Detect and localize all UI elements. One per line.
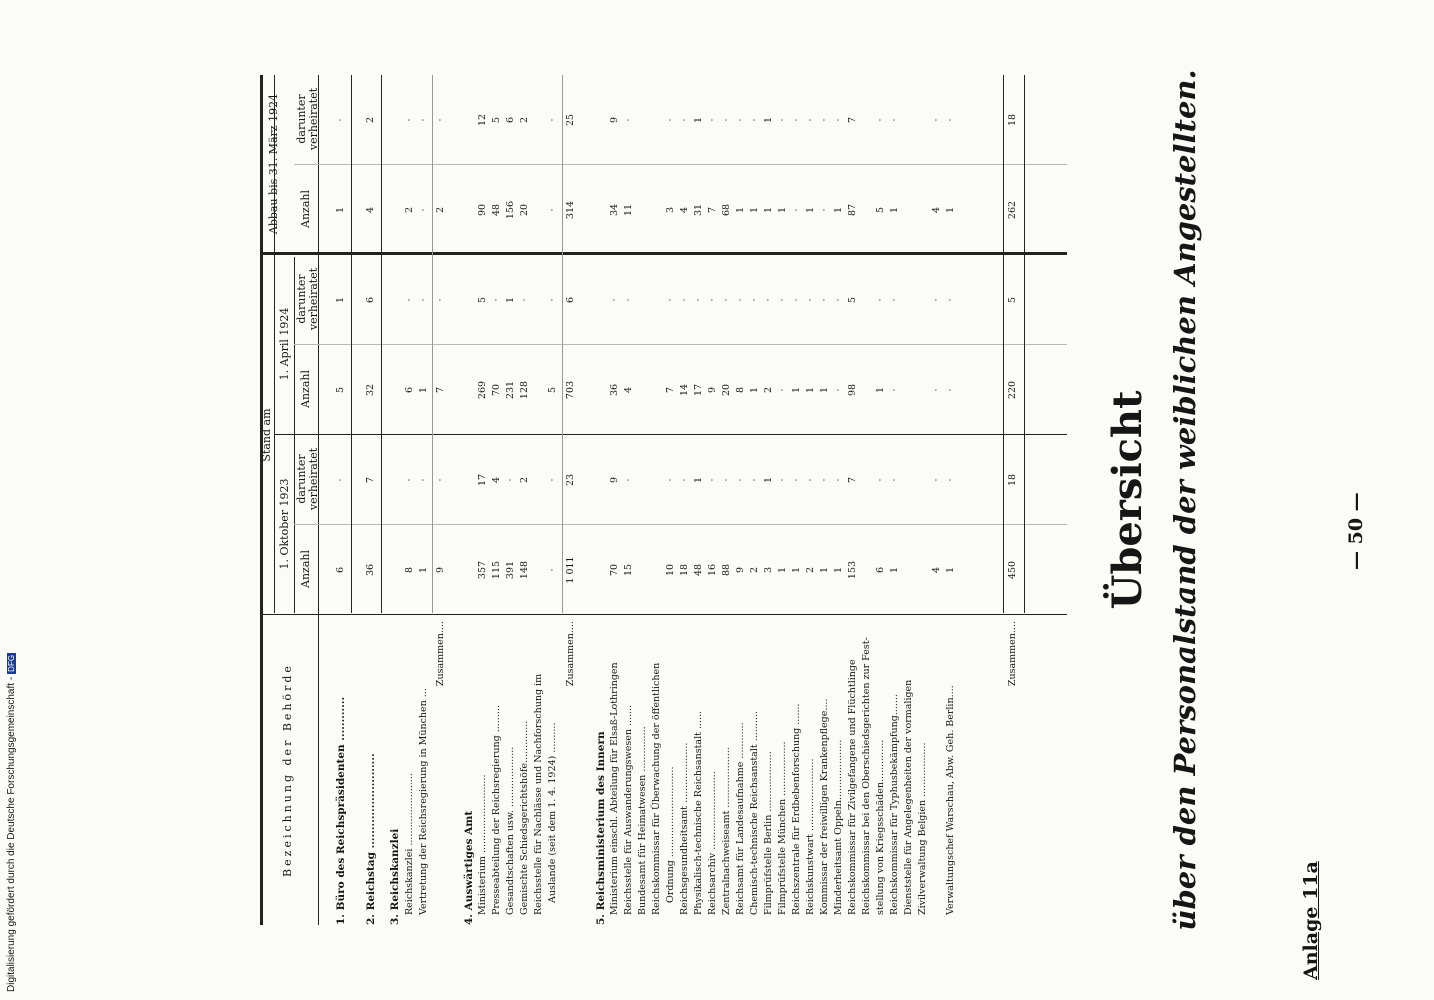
table-row: Zusammen.... 1 011 23 703 6 314 25: [565, 113, 576, 687]
table-row: 3. Reichskanzlei: [389, 828, 401, 925]
table-row: Vertretung der Reichsregierung in München ... 1 · 1 · · ·: [418, 118, 429, 915]
header-date-2: 1. April 1924: [278, 307, 291, 381]
digitization-credit: Digitalisierung gefördert durch die Deutsche Forschungsgemeinschaft -DFG: [6, 654, 17, 992]
table-row: Reichsarchiv .......................... 16 · 9 · 7 ·: [707, 118, 718, 915]
header-designation: Bezeichnung der Behörde: [281, 663, 294, 877]
table-row: Zentralnachweiseamt .................... 88 · 20 · 68 ·: [721, 118, 732, 915]
table-row: Reichszentrale für Erdbebenforschung ....... 1 · 1 · · ·: [791, 118, 802, 915]
header-reduction: Abbau bis 31. März 1924: [267, 93, 280, 235]
table-row: 1. Büro des Reichspräsidenten ............ 6 · 5 1 1 ·: [335, 118, 347, 925]
table-row: Gesandtschaften usw. .................... 391 · 231 1 156 6: [505, 116, 516, 915]
table-row: Gemischte Schiedsgerichtshöfe.............. 148 2 128 · 20 2: [519, 116, 530, 915]
table-row: [972, 75, 986, 925]
table-row: Reichsgesundheitsamt .................... 18 · 14 · 4 ·: [679, 118, 690, 915]
table-row: Reichskommissar bei den Oberschiedsgerichten zur Fest-: [861, 637, 872, 915]
table-row: Zivilverwaltung Belgien ..................: [917, 742, 928, 915]
header-married-3: darunter verheiratet: [295, 87, 320, 151]
header-date-1: 1. Oktober 1923: [278, 478, 291, 570]
table-row: [958, 75, 972, 925]
table-row: Chemisch-technische Reichsanstalt .......... 2 · 1 · 1 ·: [749, 118, 760, 915]
header-married-1: darunter verheiratet: [295, 447, 320, 511]
subtotal-rule: [351, 75, 352, 613]
subtotal-rule: [432, 75, 433, 613]
table-row: Reichsamt für Landesaufnahme ............ 9 · 8 · 1 ·: [735, 118, 746, 915]
dfg-logo: DFG: [7, 654, 16, 672]
table-row: Reichskommissar für Überwachung der öffentlichen: [651, 662, 662, 915]
table-row: Dienststelle für Angelegenheiten der vormaligen: [903, 679, 914, 915]
page-title: Übersicht: [1104, 390, 1151, 610]
table-row: Reichskommissar für Zivilgefangene und Flüchtlinge 153 7 98 5 87 7: [847, 116, 858, 915]
header-stand-am: Stand am: [260, 408, 273, 462]
table-row: Zusammen.... 9 · 7 · 2 ·: [435, 118, 446, 687]
table-row: 4 · · · 4 ·: [931, 118, 942, 574]
table-row: stellung von Kriegsschäden.............. 6 · 1 · 5 ·: [875, 118, 886, 915]
header-anzahl-1: Anzahl: [299, 550, 312, 588]
total-rule: [1003, 75, 1004, 613]
table-row: Ministerium einschl. Abteilung für Elsaß-Lothringen 70 9 36 · 34 9: [609, 116, 620, 915]
table-row: Filmprüfstelle München .................. 1 · · · 1 ·: [777, 118, 788, 915]
table-row: Reichskunstwart ........................ 2 · 1 · 1 ·: [805, 118, 816, 915]
personnel-table: [260, 75, 1067, 925]
table-row: Ministerium .......................... 357 17 269 5 90 12: [477, 113, 488, 915]
table-row: Kommissar der freiwilligen Krankenpflege.... 1 · 1 · · ·: [819, 118, 830, 915]
table-row: Physikalisch-technische Reichsanstalt ...... 48 1 17 · 31 1: [693, 116, 704, 915]
page-number: — 50 —: [1345, 492, 1367, 570]
subtotal-rule: [562, 75, 563, 613]
table-row: Ordnung .............................. 10 · 7 · 3 ·: [665, 118, 676, 903]
header-anzahl-3: Anzahl: [299, 190, 312, 228]
table-row: Minderheitsamt Oppeln.................... 1 · · · 1 ·: [833, 118, 844, 915]
table-row: Bundesamt für Heimatwesen ...............: [637, 726, 648, 915]
table-row: Reichsstelle für Auswanderungswesen ....... 15 · 4 · 11 ·: [623, 118, 634, 915]
table-row: Auslande (seit dem 1. 4. 1924) .......... · · 5 · · ·: [547, 118, 558, 903]
table-row: Filmprüfstelle Berlin .................... 3 1 2 · 1 1: [763, 116, 774, 915]
header-anzahl-2: Anzahl: [299, 370, 312, 408]
table-row: Reichskommissar für Typhusbekämpfung....... 1 · · · 1 ·: [889, 118, 900, 915]
table-row: 2. Reichstag .......................... 36 7 32 6 4 2: [365, 116, 377, 925]
table-row: Verwaltungschef Warschau, Abw. Geh. Berlin.... 1 · · · 1 ·: [945, 118, 956, 915]
annex-label: Anlage 11a: [1300, 861, 1322, 980]
page-subtitle: über den Personalstand der weiblichen Angestellten.: [1168, 69, 1202, 931]
table-row: Zusammen.... 450 18 220 5 262 18: [1007, 113, 1018, 687]
table-row: 4. Auswärtiges Amt: [463, 810, 475, 925]
table-row: Reichskanzlei ........................ 8 · 6 · 2 ·: [404, 118, 415, 915]
table-row: Reichsstelle für Nachlässe und Nachforschung im: [533, 673, 544, 915]
subtotal-rule: [381, 75, 382, 613]
bottom-rule: [1024, 75, 1025, 613]
table-row: 5. Reichsministerium des Innern: [595, 731, 607, 925]
table-row: Presseabteilung der Reichsregierung ......... 115 4 70 · 48 5: [491, 116, 502, 915]
header-married-2: darunter verheiratet: [295, 267, 320, 331]
table-row: [986, 75, 1000, 925]
